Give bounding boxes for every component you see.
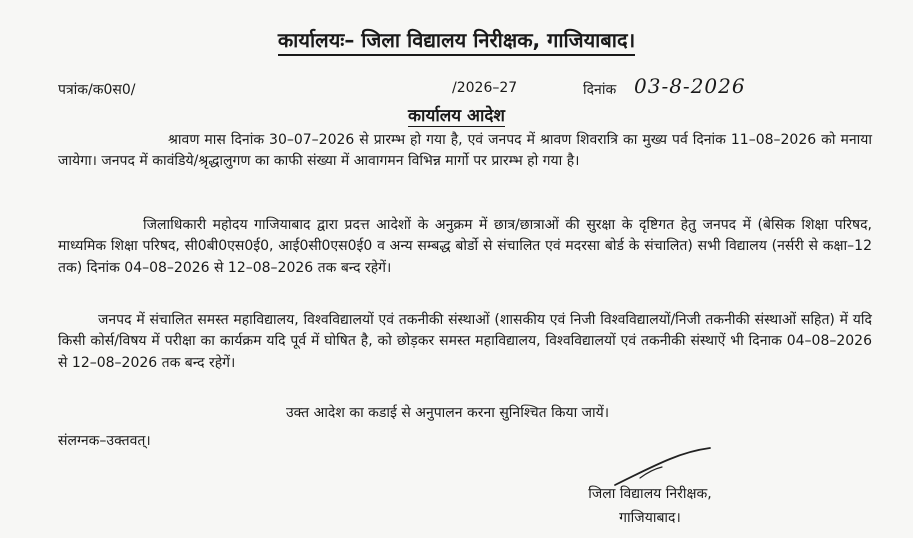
order-title-text: कार्यालय आदेश [408,106,505,126]
order-title [0,103,913,126]
signatory-block [520,482,780,530]
reference-number: पत्रांक/क0स0/ [58,82,136,98]
date-label: दिनांक [583,82,617,98]
signatory-designation: जिला विद्यालय निरीक्षक, [588,486,712,502]
handwritten-date: 03-8-2026 [634,74,746,98]
office-header [0,26,913,53]
paragraph-shravan: श्रावण मास दिनांक 30–07–2026 से प्रारम्भ हो गया है, एवं जनपद में श्रावण शिवरात्रि का मुख्य पर्व दिनांक 11–08–2026 को मनाया जायेगा। जनपद में कावंडिये/श्रृद्धालुगण का काफी संख्या में आवागमन विभिन्न मार्गो पर प्रारम्भ हो गया है। [58,132,872,170]
paragraph-school-closure: जिलाधिकारी महोदय गाजियाबाद द्वारा प्रदत्त आदेशों के अनुक्रम में छात्र/छात्राओं की सुरक्षा के दृष्टिगत हेतु जनपद में (बेसिक शिक्षा परिषद, माध्यमिक शिक्षा परिषद, सी0बी0एस0ई0, आई0सी0एस0ई0 व अन्य सम्बद्ध बोर्डो से संचालित एवं मदरसा बोर्ड के संचालित) सभी विद्यालय (नर्सरी से कक्षा–12 तक) दिनांक 04–08–2026 से 12–08–2026 तक बन्द रहेगें। [58,217,872,276]
reference-year: /2026–27 [452,80,518,96]
paragraph-compliance: उक्त आदेश का कडाई से अनुपालन करना सुनिश्चित किया जायें। [286,405,610,421]
office-header-text: कार्यालयः– जिला विद्यालय निरीक्षक, गाजियाबाद। [278,28,635,56]
paragraph-college-closure: जनपद में संचालित समस्त महाविद्यालय, विश्वविद्यालयों एवं तकनीकी संस्थाओं (शासकीय एवं निजी विश्वविद्यालयों/निजी तकनीकी संस्थाओं सहित) में यदि किसी कोर्स/विषय में परीक्षा का कार्यक्रम यदि पूर्व में घोषित है, को छोड़कर समस्त महाविद्यालय, विश्वविद्यालयों एवं तकनीकी संस्थाऐं भी दिनाक 04–08–2026 से 12–08–2026 तक बन्द रहेगें। [58,312,872,371]
signatory-place: गाजियाबाद। [619,510,681,526]
enclosure-note: संलग्नक–उक्तवत्। [58,433,151,449]
